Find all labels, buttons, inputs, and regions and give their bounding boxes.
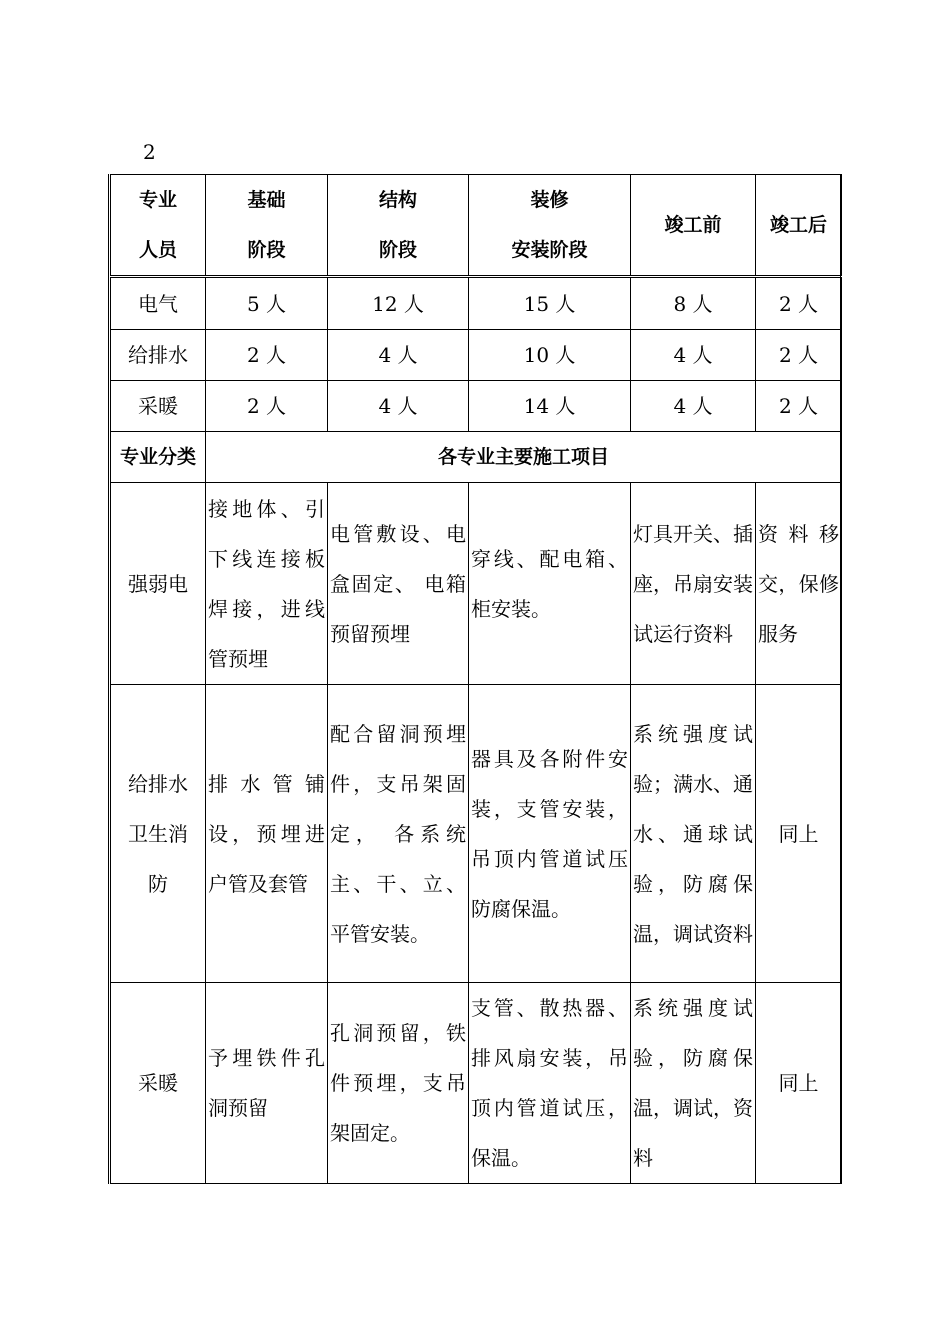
table-cell: 孔洞预留，铁件预埋，支吊架固定。 <box>328 983 469 1184</box>
row-label: 给排水 <box>111 330 206 381</box>
section-header-category: 专业分类 <box>111 432 206 483</box>
table-cell: 10 人 <box>469 330 631 381</box>
table-cell: 12 人 <box>328 277 469 330</box>
table-cell: 4 人 <box>631 381 756 432</box>
row-label: 给排水卫生消防 <box>111 685 206 983</box>
table-cell: 2 人 <box>756 381 842 432</box>
row-label: 强弱电 <box>111 483 206 685</box>
table-cell: 系统强度试验；满水、通水、通球试验，防腐保温，调试资料 <box>631 685 756 983</box>
table-cell: 器具及各附件安装，支管安装，吊顶内管道试压防腐保温。 <box>469 685 631 983</box>
header-decoration-stage: 装修 安装阶段 <box>469 175 631 277</box>
header-specialty-staff: 专业 人员 <box>111 175 206 277</box>
row-label: 采暖 <box>111 381 206 432</box>
table-cell: 同上 <box>756 983 842 1184</box>
table-cell: 排水管铺设，预埋进户管及套管 <box>206 685 328 983</box>
construction-staff-table <box>110 174 842 1184</box>
table-row <box>111 685 842 983</box>
table-cell: 5 人 <box>206 277 328 330</box>
table-cell: 穿线、配电箱、柜安装。 <box>469 483 631 685</box>
header-after-completion: 竣工后 <box>756 175 842 277</box>
page-number: 2 <box>143 140 156 164</box>
table-cell: 2 人 <box>756 277 842 330</box>
table-cell: 4 人 <box>328 330 469 381</box>
table-cell: 15 人 <box>469 277 631 330</box>
table-cell: 8 人 <box>631 277 756 330</box>
table-row <box>111 983 842 1184</box>
table-cell: 2 人 <box>206 330 328 381</box>
row-label: 电气 <box>111 277 206 330</box>
section-header-row <box>111 432 842 483</box>
table-row <box>111 330 842 381</box>
section-header-projects: 各专业主要施工项目 <box>206 432 842 483</box>
table-cell: 接地体、引下线连接板焊接，进线管预埋 <box>206 483 328 685</box>
table-outer-border-right <box>840 174 841 1184</box>
table-header-row <box>111 175 842 277</box>
table-cell: 资料移交，保修服务 <box>756 483 842 685</box>
header-structure-stage: 结构 阶段 <box>328 175 469 277</box>
table-cell: 2 人 <box>206 381 328 432</box>
table-cell: 2 人 <box>756 330 842 381</box>
table-cell: 4 人 <box>328 381 469 432</box>
table-row <box>111 483 842 685</box>
table-cell: 系统强度试验，防腐保温，调试，资料 <box>631 983 756 1184</box>
table-cell: 支管、散热器、排风扇安装，吊顶内管道试压，保温。 <box>469 983 631 1184</box>
table-outer-border-left <box>108 174 109 1184</box>
table-cell: 电管敷设、电盒固定、 电箱预留预埋 <box>328 483 469 685</box>
table-row <box>111 277 842 330</box>
header-before-completion: 竣工前 <box>631 175 756 277</box>
table-cell: 14 人 <box>469 381 631 432</box>
table-cell: 4 人 <box>631 330 756 381</box>
table-row <box>111 381 842 432</box>
table-cell: 予埋铁件孔洞预留 <box>206 983 328 1184</box>
table-cell: 配合留洞预埋件，支吊架固定， 各系统主、干、立、平管安装。 <box>328 685 469 983</box>
header-foundation-stage: 基础 阶段 <box>206 175 328 277</box>
table-cell: 同上 <box>756 685 842 983</box>
row-label: 采暖 <box>111 983 206 1184</box>
table-cell: 灯具开关、插座，吊扇安装试运行资料 <box>631 483 756 685</box>
